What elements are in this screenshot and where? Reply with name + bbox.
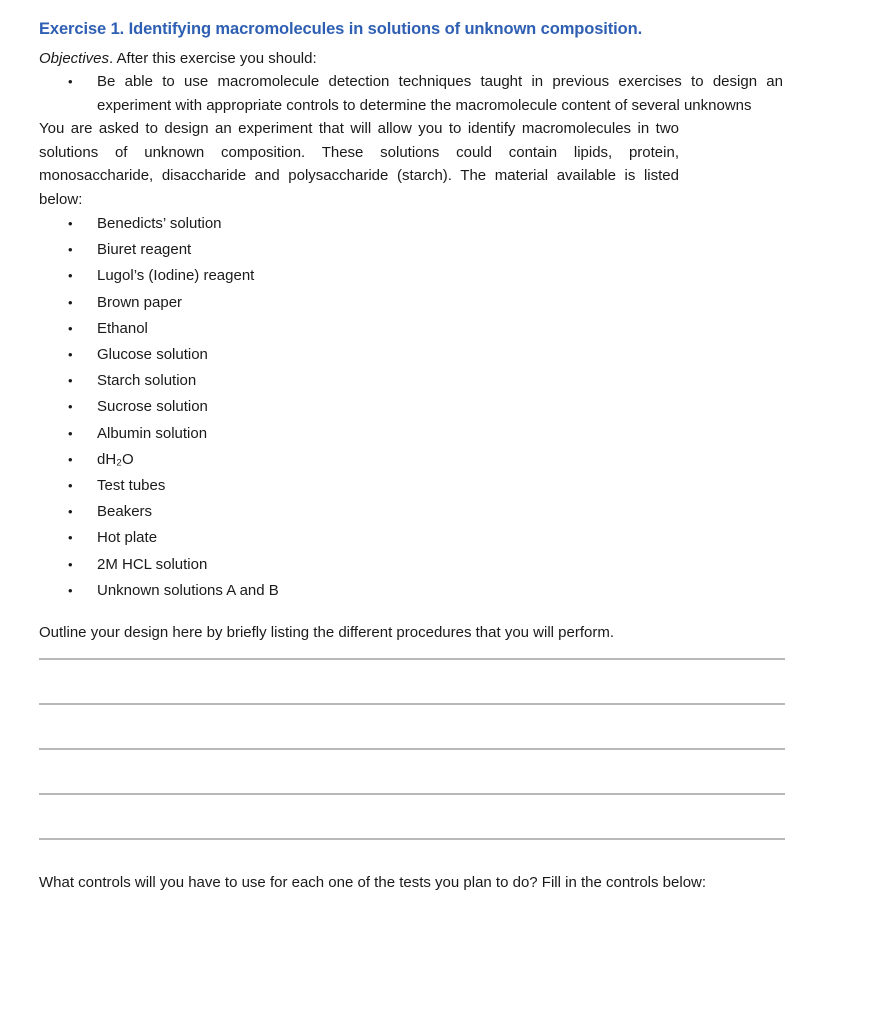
material-label: 2M HCL solution xyxy=(97,555,208,573)
bullet-icon: • xyxy=(68,74,73,89)
material-item xyxy=(39,447,787,473)
material-item xyxy=(39,342,787,368)
material-label: Ethanol xyxy=(97,319,148,337)
material-item xyxy=(39,316,787,342)
material-label: Albumin solution xyxy=(97,424,208,442)
material-label: Starch solution xyxy=(97,372,197,390)
bullet-icon: • xyxy=(68,320,73,336)
outline-answer-area[interactable] xyxy=(39,644,787,840)
material-item xyxy=(39,263,787,289)
outline-question: Outline your design here by briefly listing the different procedures that you will perform. xyxy=(39,624,615,642)
material-label: Brown paper xyxy=(97,293,183,311)
objectives-label: Objectives xyxy=(39,50,110,67)
exercise-title: Exercise 1. Identifying macromolecules in solutions of unknown composition. xyxy=(39,20,643,38)
bullet-icon: • xyxy=(68,582,73,598)
material-label: Sucrose solution xyxy=(97,398,208,416)
material-label: Unknown solutions A and B xyxy=(97,581,279,599)
material-item xyxy=(39,394,787,420)
bullet-icon: • xyxy=(68,530,73,546)
objectives-heading xyxy=(39,47,787,70)
bullet-icon: • xyxy=(68,268,73,284)
bullet-icon: • xyxy=(68,373,73,389)
bullet-icon: • xyxy=(68,504,73,520)
objectives-intro: . After this exercise you should: xyxy=(109,50,317,67)
material-label: Biuret reagent xyxy=(97,241,192,259)
bullet-icon: • xyxy=(68,399,73,415)
bullet-icon: • xyxy=(68,478,73,494)
material-label: Beakers xyxy=(97,503,153,521)
objective-text: Be able to use macromolecule detection techniques taught in previous exercises to design an experiment with appropriate controls to determine the macromolecule content of several unknowns xyxy=(97,73,783,114)
material-item xyxy=(39,473,787,499)
bullet-icon: • xyxy=(68,216,73,231)
material-item xyxy=(39,499,787,525)
material-item xyxy=(39,552,787,578)
worksheet-page xyxy=(39,16,787,894)
material-label: Glucose solution xyxy=(97,346,208,364)
material-label: Test tubes xyxy=(97,477,166,495)
intro-paragraph: You are asked to design an experiment that will allow you to identify macromolecules in two solutions of unknown composition. These solutions could contain lipids, protein, monosaccharide, disaccharide and polysaccharide (starch). The material available is listed below: xyxy=(39,120,679,208)
controls-question: What controls will you have to use for each one of the tests you plan to do? Fill in the controls below: xyxy=(39,874,707,892)
material-item xyxy=(39,211,787,237)
bullet-icon: • xyxy=(68,556,73,572)
material-label: Hot plate xyxy=(97,529,158,547)
material-label: dH₂O xyxy=(97,450,134,468)
objective-item xyxy=(39,70,787,117)
answer-line[interactable] xyxy=(39,705,785,750)
material-item xyxy=(39,421,787,447)
bullet-icon: • xyxy=(68,294,73,310)
bullet-icon: • xyxy=(68,242,73,258)
material-label: Lugol’s (Iodine) reagent xyxy=(97,267,255,285)
answer-line[interactable] xyxy=(39,795,785,840)
materials-list xyxy=(39,211,787,604)
material-item xyxy=(39,525,787,551)
material-item xyxy=(39,368,787,394)
material-label: Benedicts’ solution xyxy=(97,215,222,232)
material-item xyxy=(39,578,787,604)
objectives-list xyxy=(39,70,787,117)
answer-line[interactable] xyxy=(39,750,785,795)
material-item xyxy=(39,237,787,263)
answer-line[interactable] xyxy=(39,660,785,705)
material-item xyxy=(39,290,787,316)
bullet-icon: • xyxy=(68,347,73,363)
bullet-icon: • xyxy=(68,451,73,467)
answer-line[interactable] xyxy=(39,644,785,660)
bullet-icon: • xyxy=(68,425,73,441)
